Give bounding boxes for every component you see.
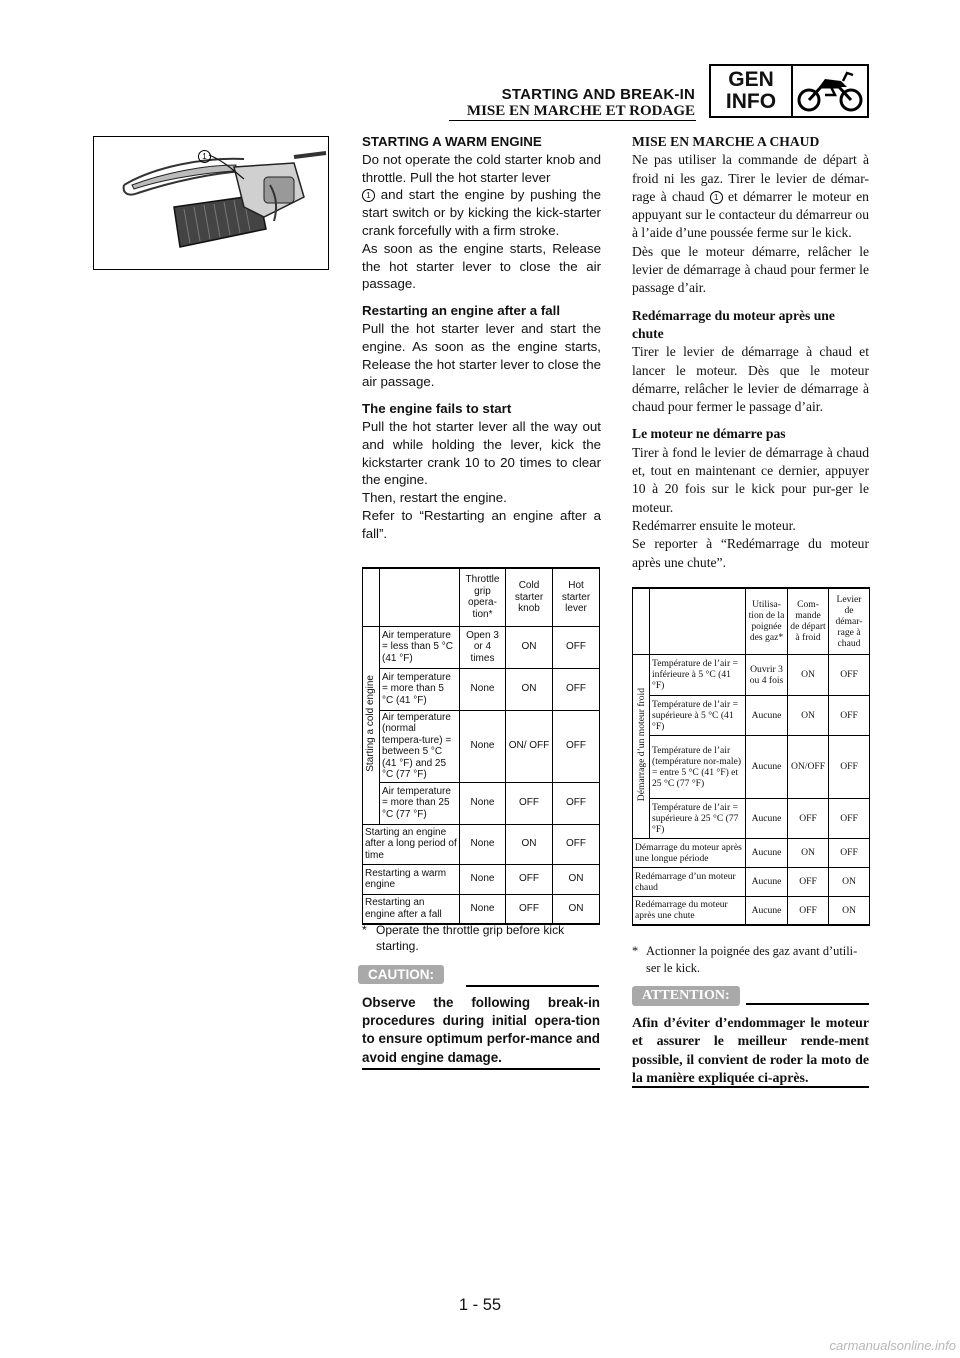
row-throttle: Aucune <box>746 695 788 735</box>
row-hot: OFF <box>829 735 870 798</box>
badge-line-info: INFO <box>725 90 777 113</box>
callout-circle: 1 <box>362 189 375 202</box>
row-hot: OFF <box>553 824 600 864</box>
en-warm-text-a: Do not operate the cold starter knob and throttle. Pull the hot starter lever <box>362 151 601 185</box>
row-throttle: Open 3 or 4 times <box>460 626 506 668</box>
group-label: Démarrage d’un moteur froid <box>635 687 647 802</box>
header-title-fr: MISE EN MARCHE ET RODAGE <box>466 103 695 119</box>
fr-fall-text: Tirer le levier de démarrage à chaud et lancer le moteur. Dès que le moteur démarre, relâcher le levier de démarrage à chaud pour fermer le passage d’air. <box>632 344 869 415</box>
motorcycle-icon <box>793 66 867 116</box>
table-row <box>363 710 600 782</box>
row-throttle: Aucune <box>746 896 788 925</box>
row-hot: OFF <box>553 626 600 668</box>
badge-line-gen: GEN <box>728 68 774 91</box>
table-row <box>363 824 600 864</box>
row-condition: Température de l’air (température nor-male) = entre 5 °C (41 °F) et 25 °C (77 °F) <box>650 735 746 798</box>
table-corner <box>380 568 460 626</box>
table-row <box>363 894 600 924</box>
caution-header-fr <box>632 986 740 1006</box>
section-badge <box>709 64 869 118</box>
page-number: 1 - 55 <box>458 1296 502 1314</box>
fr-warm-text-a: Ne pas utiliser la commande de départ à froid ni les gaz. Tirer le levier de démar-rage à chaud <box>632 152 869 204</box>
row-cold: OFF <box>506 864 553 894</box>
badge-text <box>711 66 793 116</box>
row-cold: ON <box>506 668 553 710</box>
row-throttle: Aucune <box>746 798 788 838</box>
photo-callout-1 <box>198 147 211 165</box>
table-row <box>363 626 600 668</box>
fr-warm-text-c: Dès que le moteur démarre, relâcher le levier de démarrage à chaud pour fermer le passage d’air. <box>632 243 869 296</box>
row-throttle: None <box>460 894 506 924</box>
en-warm-text-b: and start the engine by pushing the start switch or by kicking the kick-starter crank forcefully with a firm stroke. <box>362 187 601 238</box>
row-cold: ON <box>788 695 829 735</box>
fr-fail-heading: Le moteur ne démarre pas <box>632 426 786 442</box>
hot-starter-lever-photo <box>93 136 329 270</box>
caution-rule-bottom-en <box>362 1068 600 1070</box>
row-throttle: Aucune <box>746 838 788 867</box>
footnote-star: * <box>632 944 639 958</box>
header-title-en: STARTING AND BREAK-IN <box>501 86 695 103</box>
caution-rule-top-en <box>466 985 599 987</box>
en-fail-heading: The engine fails to start <box>362 401 512 417</box>
row-condition: Température de l’air = inférieure à 5 °C (41 °F) <box>650 654 746 695</box>
table-corner <box>363 568 380 626</box>
row-hot: ON <box>829 867 870 896</box>
row-throttle: Aucune <box>746 867 788 896</box>
header-hot-starter: Hot starter lever <box>553 568 600 626</box>
row-throttle: None <box>460 864 506 894</box>
row-hot: ON <box>553 894 600 924</box>
row-hot: OFF <box>829 695 870 735</box>
row-throttle: None <box>460 782 506 824</box>
header-hot-starter: Levier de démar-rage à chaud <box>829 588 870 654</box>
en-fall-text: Pull the hot starter lever and start the engine. As soon as the engine starts, Release the hot starter lever to close the air passage. <box>362 320 601 390</box>
row-condition: Température de l’air = supérieure à 5 °C (41 °F) <box>650 695 746 735</box>
row-cold: ON <box>506 824 553 864</box>
caution-rule-bottom-fr <box>632 1086 869 1088</box>
caution-text-en: Observe the following break-in procedures during initial opera-tion to ensure optimum perfor-mance and avoid engine damage. <box>362 995 600 1065</box>
row-throttle: None <box>460 824 506 864</box>
table-row <box>633 695 870 735</box>
fr-warm-heading: MISE EN MARCHE A CHAUD <box>632 134 820 149</box>
table-corner <box>650 588 746 654</box>
row-cold: ON/OFF <box>788 735 829 798</box>
french-column <box>632 133 869 572</box>
caution-header-en <box>358 965 444 984</box>
en-warm-paragraph <box>362 151 601 240</box>
row-condition: Air temperature = more than 5 °C (41 °F) <box>380 668 460 710</box>
row-hot: OFF <box>829 838 870 867</box>
table-row <box>363 668 600 710</box>
row-hot: ON <box>553 864 600 894</box>
table-row <box>363 782 600 824</box>
table-row <box>633 735 870 798</box>
cold-start-table-en <box>362 567 600 925</box>
footnote-text: Operate the throttle grip before kick starting. <box>376 923 565 953</box>
en-warm-text-c: As soon as the engine starts, Release the hot starter lever to close the air passage. <box>362 240 601 292</box>
header-cold-starter: Cold starter knob <box>506 568 553 626</box>
row-hot: OFF <box>829 798 870 838</box>
en-fall-heading: Restarting an engine after a fall <box>362 303 561 319</box>
row-cold: OFF <box>788 896 829 925</box>
row-hot: ON <box>829 896 870 925</box>
table-row <box>633 798 870 838</box>
header-throttle: Throttle grip opera-tion* <box>460 568 506 626</box>
header-throttle: Utilisa-tion de la poignée des gaz* <box>746 588 788 654</box>
row-condition: Restarting an engine after a fall <box>363 894 460 924</box>
en-fail-text-a: Pull the hot starter lever all the way out and while holding the lever, kick the kickstarter crank 10 to 20 times to clear the engine. <box>362 418 601 488</box>
row-hot: OFF <box>553 782 600 824</box>
group-label-cell <box>363 626 380 824</box>
row-cold: ON/ OFF <box>506 710 553 782</box>
header-cold-starter: Com-mande de départ à froid <box>788 588 829 654</box>
row-hot: OFF <box>829 654 870 695</box>
en-fail-text-c: Refer to “Restarting an engine after a fall”. <box>362 507 601 541</box>
caution-label: ATTENTION: <box>632 986 740 1006</box>
row-cold: ON <box>788 654 829 695</box>
caution-label: CAUTION: <box>358 965 444 984</box>
fr-warm-paragraph <box>632 151 869 242</box>
footnote-text: Actionner la poignée des gaz avant d’utili-ser le kick. <box>646 944 858 975</box>
table-corner <box>633 588 650 654</box>
row-condition: Air temperature = more than 25 °C (77 °F) <box>380 782 460 824</box>
en-fail-text-b: Then, restart the engine. <box>362 490 507 506</box>
row-condition: Démarrage du moteur après une longue période <box>633 838 746 867</box>
callout-circle: 1 <box>710 191 723 204</box>
row-cold: OFF <box>788 867 829 896</box>
row-throttle: None <box>460 710 506 782</box>
table-row <box>633 896 870 925</box>
caution-text-fr: Afin d’éviter d’endommager le moteur et assurer le meilleur rende-ment possible, il convient de roder la moto de la manière expliquée ci-après. <box>632 1016 869 1086</box>
en-warm-heading: STARTING A WARM ENGINE <box>362 134 542 149</box>
row-cold: ON <box>506 626 553 668</box>
row-condition: Air temperature = less than 5 °C (41 °F) <box>380 626 460 668</box>
table-row <box>363 864 600 894</box>
caution-rule-top-fr <box>746 1003 869 1005</box>
english-column <box>362 133 601 543</box>
header-rule <box>449 120 696 121</box>
row-condition: Redémarrage d’un moteur chaud <box>633 867 746 896</box>
fr-warm-text-b: et démarrer le moteur en appuyant sur le contacteur du démarreur ou à l’aide d’une poussée ferme sur le kick. <box>632 188 869 241</box>
fr-fail-text-b: Redémarrer ensuite le moteur. <box>632 517 796 533</box>
fr-fail-text-a: Tirer à fond le levier de démarrage à chaud et, tout en maintenant ce dernier, appuyer 10 à 20 fois sur le kick pour pur-ger le moteur. <box>632 444 869 515</box>
group-label: Starting a cold engine <box>365 674 377 772</box>
footnote-en <box>362 922 601 954</box>
row-throttle: Aucune <box>746 735 788 798</box>
row-cold: ON <box>788 838 829 867</box>
table-row <box>633 838 870 867</box>
watermark: carmanualsonline.info <box>829 1338 956 1353</box>
row-throttle: Ouvrir 3 ou 4 fois <box>746 654 788 695</box>
row-hot: OFF <box>553 668 600 710</box>
fr-fall-heading: Redémarrage du moteur après une chute <box>632 307 835 341</box>
callout-circle: 1 <box>198 150 211 163</box>
row-cold: OFF <box>506 782 553 824</box>
footnote-star: * <box>362 923 367 937</box>
row-condition: Starting an engine after a long period of time <box>363 824 460 864</box>
fr-fail-text-c: Se reporter à “Redémarrage du moteur après une chute”. <box>632 536 869 570</box>
row-hot: OFF <box>553 710 600 782</box>
group-label-cell <box>633 654 650 838</box>
cold-start-table-fr <box>632 587 870 926</box>
table-row <box>633 654 870 695</box>
row-condition: Redémarrage du moteur après une chute <box>633 896 746 925</box>
row-condition: Température de l’air = supérieure à 25 °C (77 °F) <box>650 798 746 838</box>
row-condition: Air temperature (normal tempera-ture) = between 5 °C (41 °F) and 25 °C (77 °F) <box>380 710 460 782</box>
row-cold: OFF <box>788 798 829 838</box>
footnote-fr <box>632 943 869 976</box>
row-cold: OFF <box>506 894 553 924</box>
table-row <box>633 867 870 896</box>
row-condition: Restarting a warm engine <box>363 864 460 894</box>
row-throttle: None <box>460 668 506 710</box>
